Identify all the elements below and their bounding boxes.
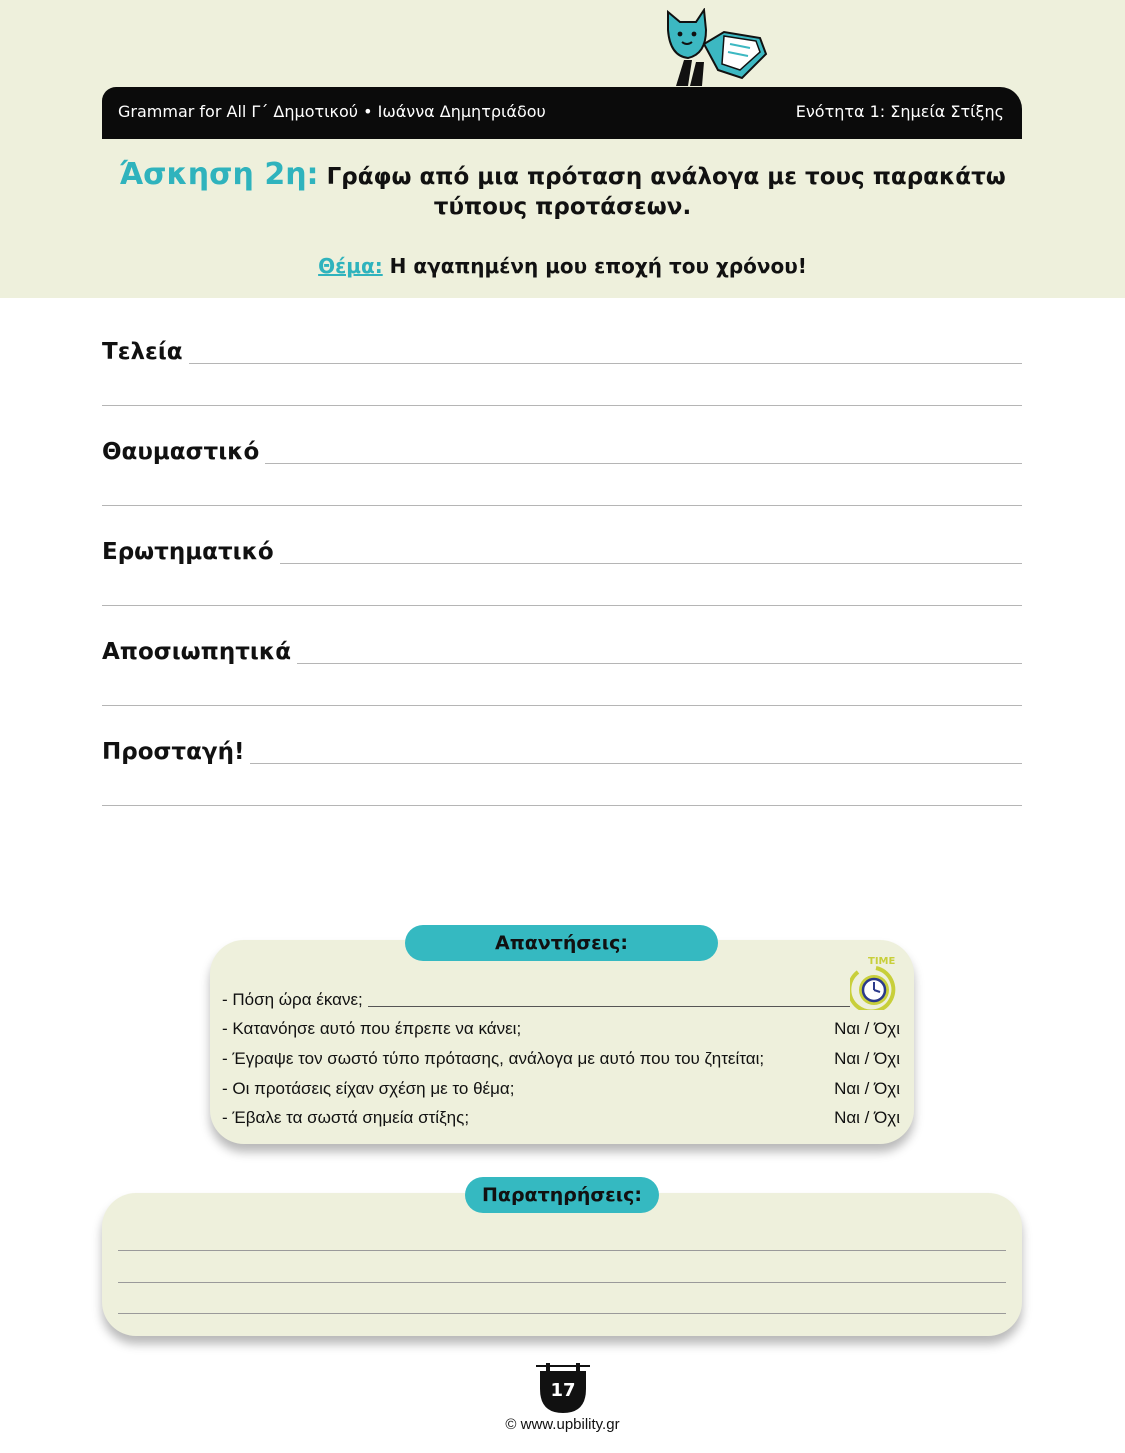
yes-no-options[interactable]: Ναι / Όχι xyxy=(834,1108,900,1127)
write-row-thaumastiko[interactable] xyxy=(102,437,1022,537)
answer-question: - Οι προτάσεις είχαν σχέση με το θέμα; xyxy=(222,1079,515,1098)
theme-line xyxy=(100,254,1025,278)
page-number: 17 xyxy=(550,1380,576,1401)
write-row-erotimatiko[interactable] xyxy=(102,537,1022,637)
page-number-badge xyxy=(536,1363,590,1415)
yes-no-options[interactable]: Ναι / Όχι xyxy=(834,1019,900,1038)
row-label: Τελεία xyxy=(102,337,189,367)
row-label: Θαυμαστικό xyxy=(102,437,265,467)
header-bar xyxy=(102,87,1022,139)
mascot-cat-with-book-icon xyxy=(662,8,772,90)
writing-line[interactable] xyxy=(102,505,1022,506)
writing-line[interactable] xyxy=(102,705,1022,706)
answers-card xyxy=(210,940,914,1144)
note-line[interactable] xyxy=(118,1250,1006,1251)
unit-title: Ενότητα 1: Σημεία Στίξης xyxy=(795,102,1004,121)
theme-label: Θέμα: xyxy=(318,254,383,278)
footer-copyright: © www.upbility.gr xyxy=(505,1416,620,1433)
answer-question: - Έγραψε τον σωστό τύπο πρότασης, ανάλογα με αυτό που του ζητείται; xyxy=(222,1049,765,1068)
writing-line[interactable] xyxy=(102,605,1022,606)
time-answer-line[interactable] xyxy=(368,1006,850,1007)
row-label: Προσταγή! xyxy=(102,737,250,767)
answers-title: Απαντήσεις: xyxy=(405,925,718,961)
write-row-aposiopitika[interactable] xyxy=(102,637,1022,737)
theme-text: Η αγαπημένη μου εποχή του χρόνου! xyxy=(382,254,807,278)
write-row-prostagi[interactable] xyxy=(102,737,1022,837)
notes-title: Παρατηρήσεις: xyxy=(465,1177,659,1213)
answer-question: - Έβαλε τα σωστά σημεία στίξης; xyxy=(222,1108,470,1127)
answer-question: - Κατανόησε αυτό που έπρεπε να κάνει; xyxy=(222,1019,522,1038)
note-line[interactable] xyxy=(118,1313,1006,1314)
writing-line[interactable] xyxy=(102,405,1022,406)
book-title: Grammar for All Γ΄ Δημοτικού • Ιωάννα Δημητριάδου xyxy=(118,102,546,121)
writing-line[interactable] xyxy=(102,363,1022,364)
writing-line[interactable] xyxy=(102,805,1022,806)
row-label: Αποσιωπητικά xyxy=(102,637,297,667)
clock-label: TIME xyxy=(868,956,896,967)
exercise-instruction: Γράφω από μια πρόταση ανάλογα με τους παρακάτω τύπους προτάσεων. xyxy=(318,164,1006,220)
exercise-title xyxy=(100,157,1025,222)
clock-icon xyxy=(850,952,902,1010)
time-question: - Πόση ώρα έκανε; xyxy=(222,990,363,1009)
write-row-teleia[interactable] xyxy=(102,337,1022,437)
note-line[interactable] xyxy=(118,1282,1006,1283)
notes-card xyxy=(102,1193,1022,1336)
yes-no-options[interactable]: Ναι / Όχι xyxy=(834,1079,900,1098)
exercise-number: Άσκηση 2η: xyxy=(119,157,319,192)
row-label: Ερωτηματικό xyxy=(102,537,280,567)
yes-no-options[interactable]: Ναι / Όχι xyxy=(834,1049,900,1068)
